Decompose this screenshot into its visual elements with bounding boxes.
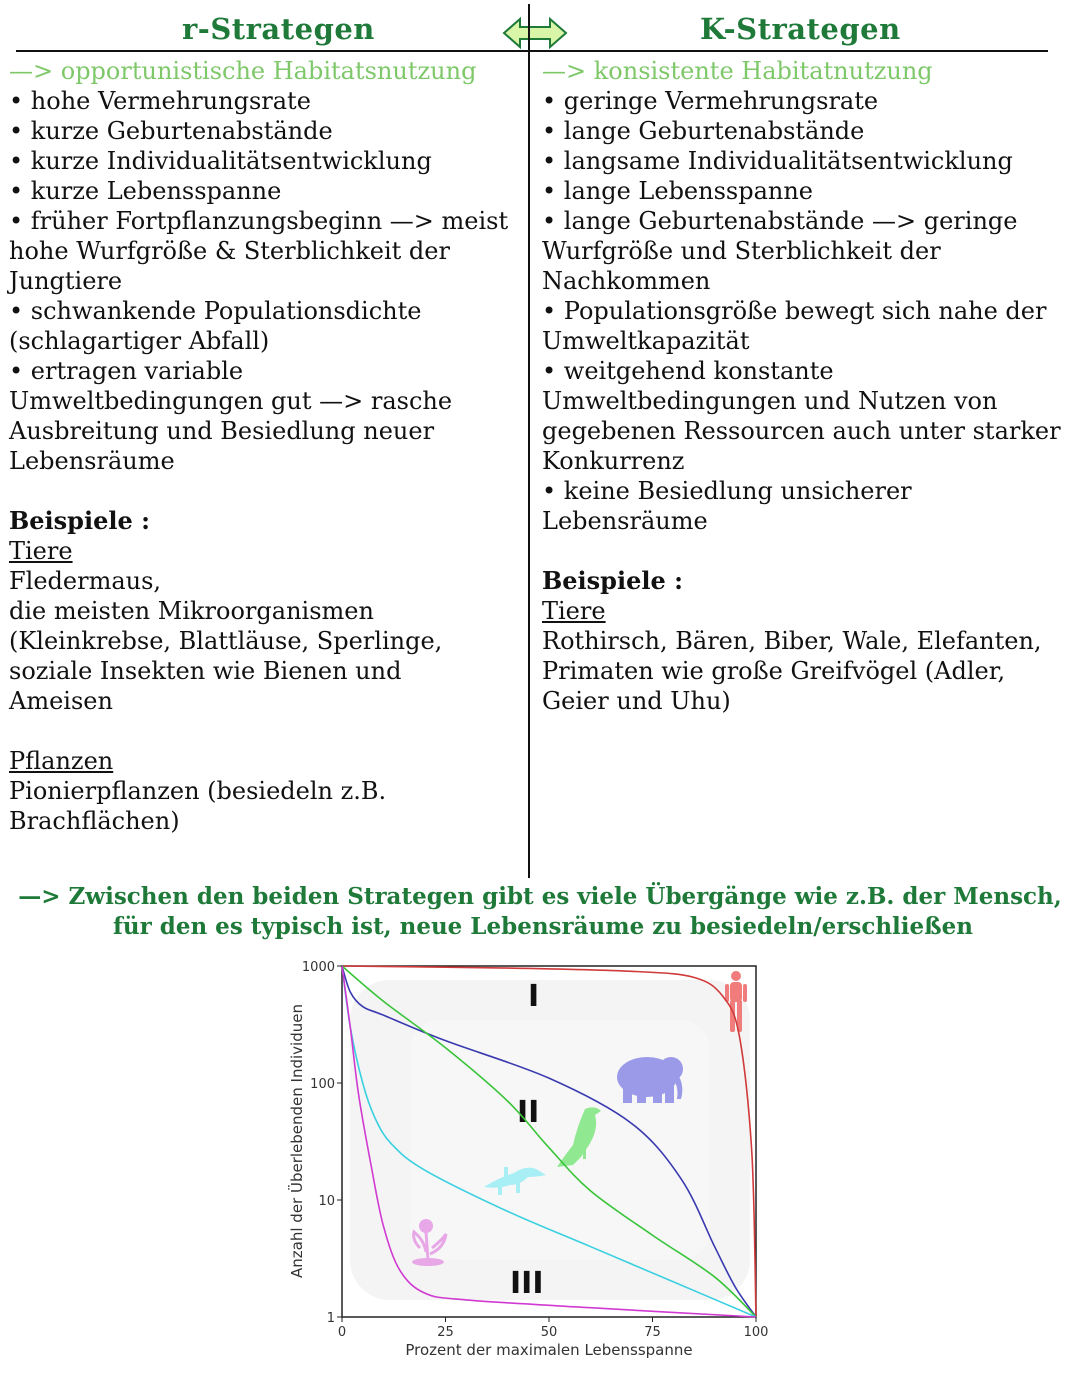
- summary-line-1: —> Zwischen den beiden Strategen gibt es viele Übergänge wie z.B. der Mensch,: [18, 883, 1062, 910]
- right-line-2: • lange Geburtenabstände: [542, 117, 865, 145]
- y-tick-label-1: 10: [318, 1194, 335, 1209]
- survivorship-chart: [270, 950, 790, 1365]
- left-line-12: Ausbreitung und Besiedlung neuer: [9, 417, 435, 445]
- x-tick-label-2: 50: [540, 1325, 558, 1340]
- y-tick-label-3: 1000: [301, 960, 335, 975]
- left-line-21: Ameisen: [9, 687, 113, 715]
- left-line-20: soziale Insekten wie Bienen und: [9, 657, 402, 685]
- left-line-17: Fledermaus,: [9, 567, 162, 595]
- y-axis-label: Anzahl der Überlebenden Individuen: [288, 1004, 306, 1278]
- left-line-19: (Kleinkrebse, Blattläuse, Sperlinge,: [9, 627, 443, 655]
- left-line-16: Tiere: [9, 537, 73, 565]
- summary-line-2: für den es typisch ist, neue Lebensräume zu besiedeln/erschließen: [113, 913, 973, 940]
- left-line-9: (schlagartiger Abfall): [9, 327, 270, 355]
- left-line-14: [9, 476, 524, 506]
- right-line-3: • langsame Individualitätsentwicklung: [542, 147, 1013, 175]
- r-strategy-column: [9, 56, 524, 836]
- right-line-17: Beispiele :: [542, 566, 683, 595]
- double-arrow-icon: [502, 16, 568, 50]
- right-line-9: Umweltkapazität: [542, 327, 750, 355]
- right-line-13: Konkurrenz: [542, 447, 685, 475]
- left-line-25: Brachflächen): [9, 807, 180, 835]
- right-line-11: Umweltbedingungen und Nutzen von: [542, 387, 998, 415]
- column-divider: [528, 4, 530, 878]
- right-line-0: —> konsistente Habitatnutzung: [542, 57, 933, 85]
- y-tick-label-0: 1: [326, 1311, 335, 1326]
- left-line-11: Umweltbedingungen gut —> rasche: [9, 387, 453, 415]
- left-line-8: • schwankende Populationsdichte: [9, 297, 422, 325]
- right-heading: K-Strategen: [700, 12, 901, 46]
- right-line-19: Rothirsch, Bären, Biber, Wale, Elefanten,: [542, 627, 1042, 655]
- left-line-6: hohe Wurfgröße & Sterblichkeit der: [9, 237, 450, 265]
- right-line-7: Nachkommen: [542, 267, 711, 295]
- annotation-II: II: [517, 1095, 540, 1130]
- left-line-24: Pionierpflanzen (besiedeln z.B.: [9, 777, 387, 805]
- left-line-13: Lebensräume: [9, 447, 175, 475]
- x-tick-label-1: 25: [437, 1325, 454, 1340]
- right-line-18: Tiere: [542, 597, 606, 625]
- left-line-1: • hohe Vermehrungsrate: [9, 87, 311, 115]
- right-line-21: Geier und Uhu): [542, 687, 731, 715]
- left-line-15: Beispiele :: [9, 506, 150, 535]
- x-tick-label-0: 0: [337, 1325, 347, 1340]
- right-line-6: Wurfgröße und Sterblichkeit der: [542, 237, 941, 265]
- right-line-14: • keine Besiedlung unsicherer: [542, 477, 912, 505]
- y-tick-label-2: 100: [310, 1077, 335, 1092]
- left-line-3: • kurze Individualitätsentwicklung: [9, 147, 432, 175]
- left-line-2: • kurze Geburtenabstände: [9, 117, 333, 145]
- right-line-10: • weitgehend konstante: [542, 357, 834, 385]
- annotation-I: I: [528, 979, 540, 1014]
- right-line-8: • Populationsgröße bewegt sich nahe der: [542, 297, 1047, 325]
- left-line-18: die meisten Mikroorganismen: [9, 597, 374, 625]
- summary-text: [0, 882, 1080, 942]
- x-axis-label: Prozent der maximalen Lebensspanne: [405, 1341, 693, 1359]
- left-line-7: Jungtiere: [9, 267, 123, 295]
- right-line-5: • lange Geburtenabstände —> geringe: [542, 207, 1018, 235]
- right-line-1: • geringe Vermehrungsrate: [542, 87, 879, 115]
- left-line-5: • früher Fortpflanzungsbeginn —> meist: [9, 207, 509, 235]
- left-heading: r-Strategen: [182, 12, 375, 46]
- right-line-12: gegebenen Ressourcen auch unter starker: [542, 417, 1061, 445]
- right-line-16: [542, 536, 1072, 566]
- right-line-15: Lebensräume: [542, 507, 708, 535]
- x-tick-label-3: 75: [644, 1325, 661, 1340]
- elephant-icon: [617, 1057, 683, 1103]
- left-line-22: [9, 716, 524, 746]
- annotation-III: III: [510, 1266, 544, 1301]
- left-line-23: Pflanzen: [9, 747, 114, 775]
- left-line-0: —> opportunistische Habitatsnutzung: [9, 57, 477, 85]
- left-line-4: • kurze Lebensspanne: [9, 177, 282, 205]
- header-divider: [16, 50, 1048, 52]
- left-line-10: • ertragen variable: [9, 357, 244, 385]
- k-strategy-column: [542, 56, 1072, 716]
- x-tick-label-4: 100: [743, 1325, 769, 1340]
- right-line-20: Primaten wie große Greifvögel (Adler,: [542, 657, 1006, 685]
- right-line-4: • lange Lebensspanne: [542, 177, 814, 205]
